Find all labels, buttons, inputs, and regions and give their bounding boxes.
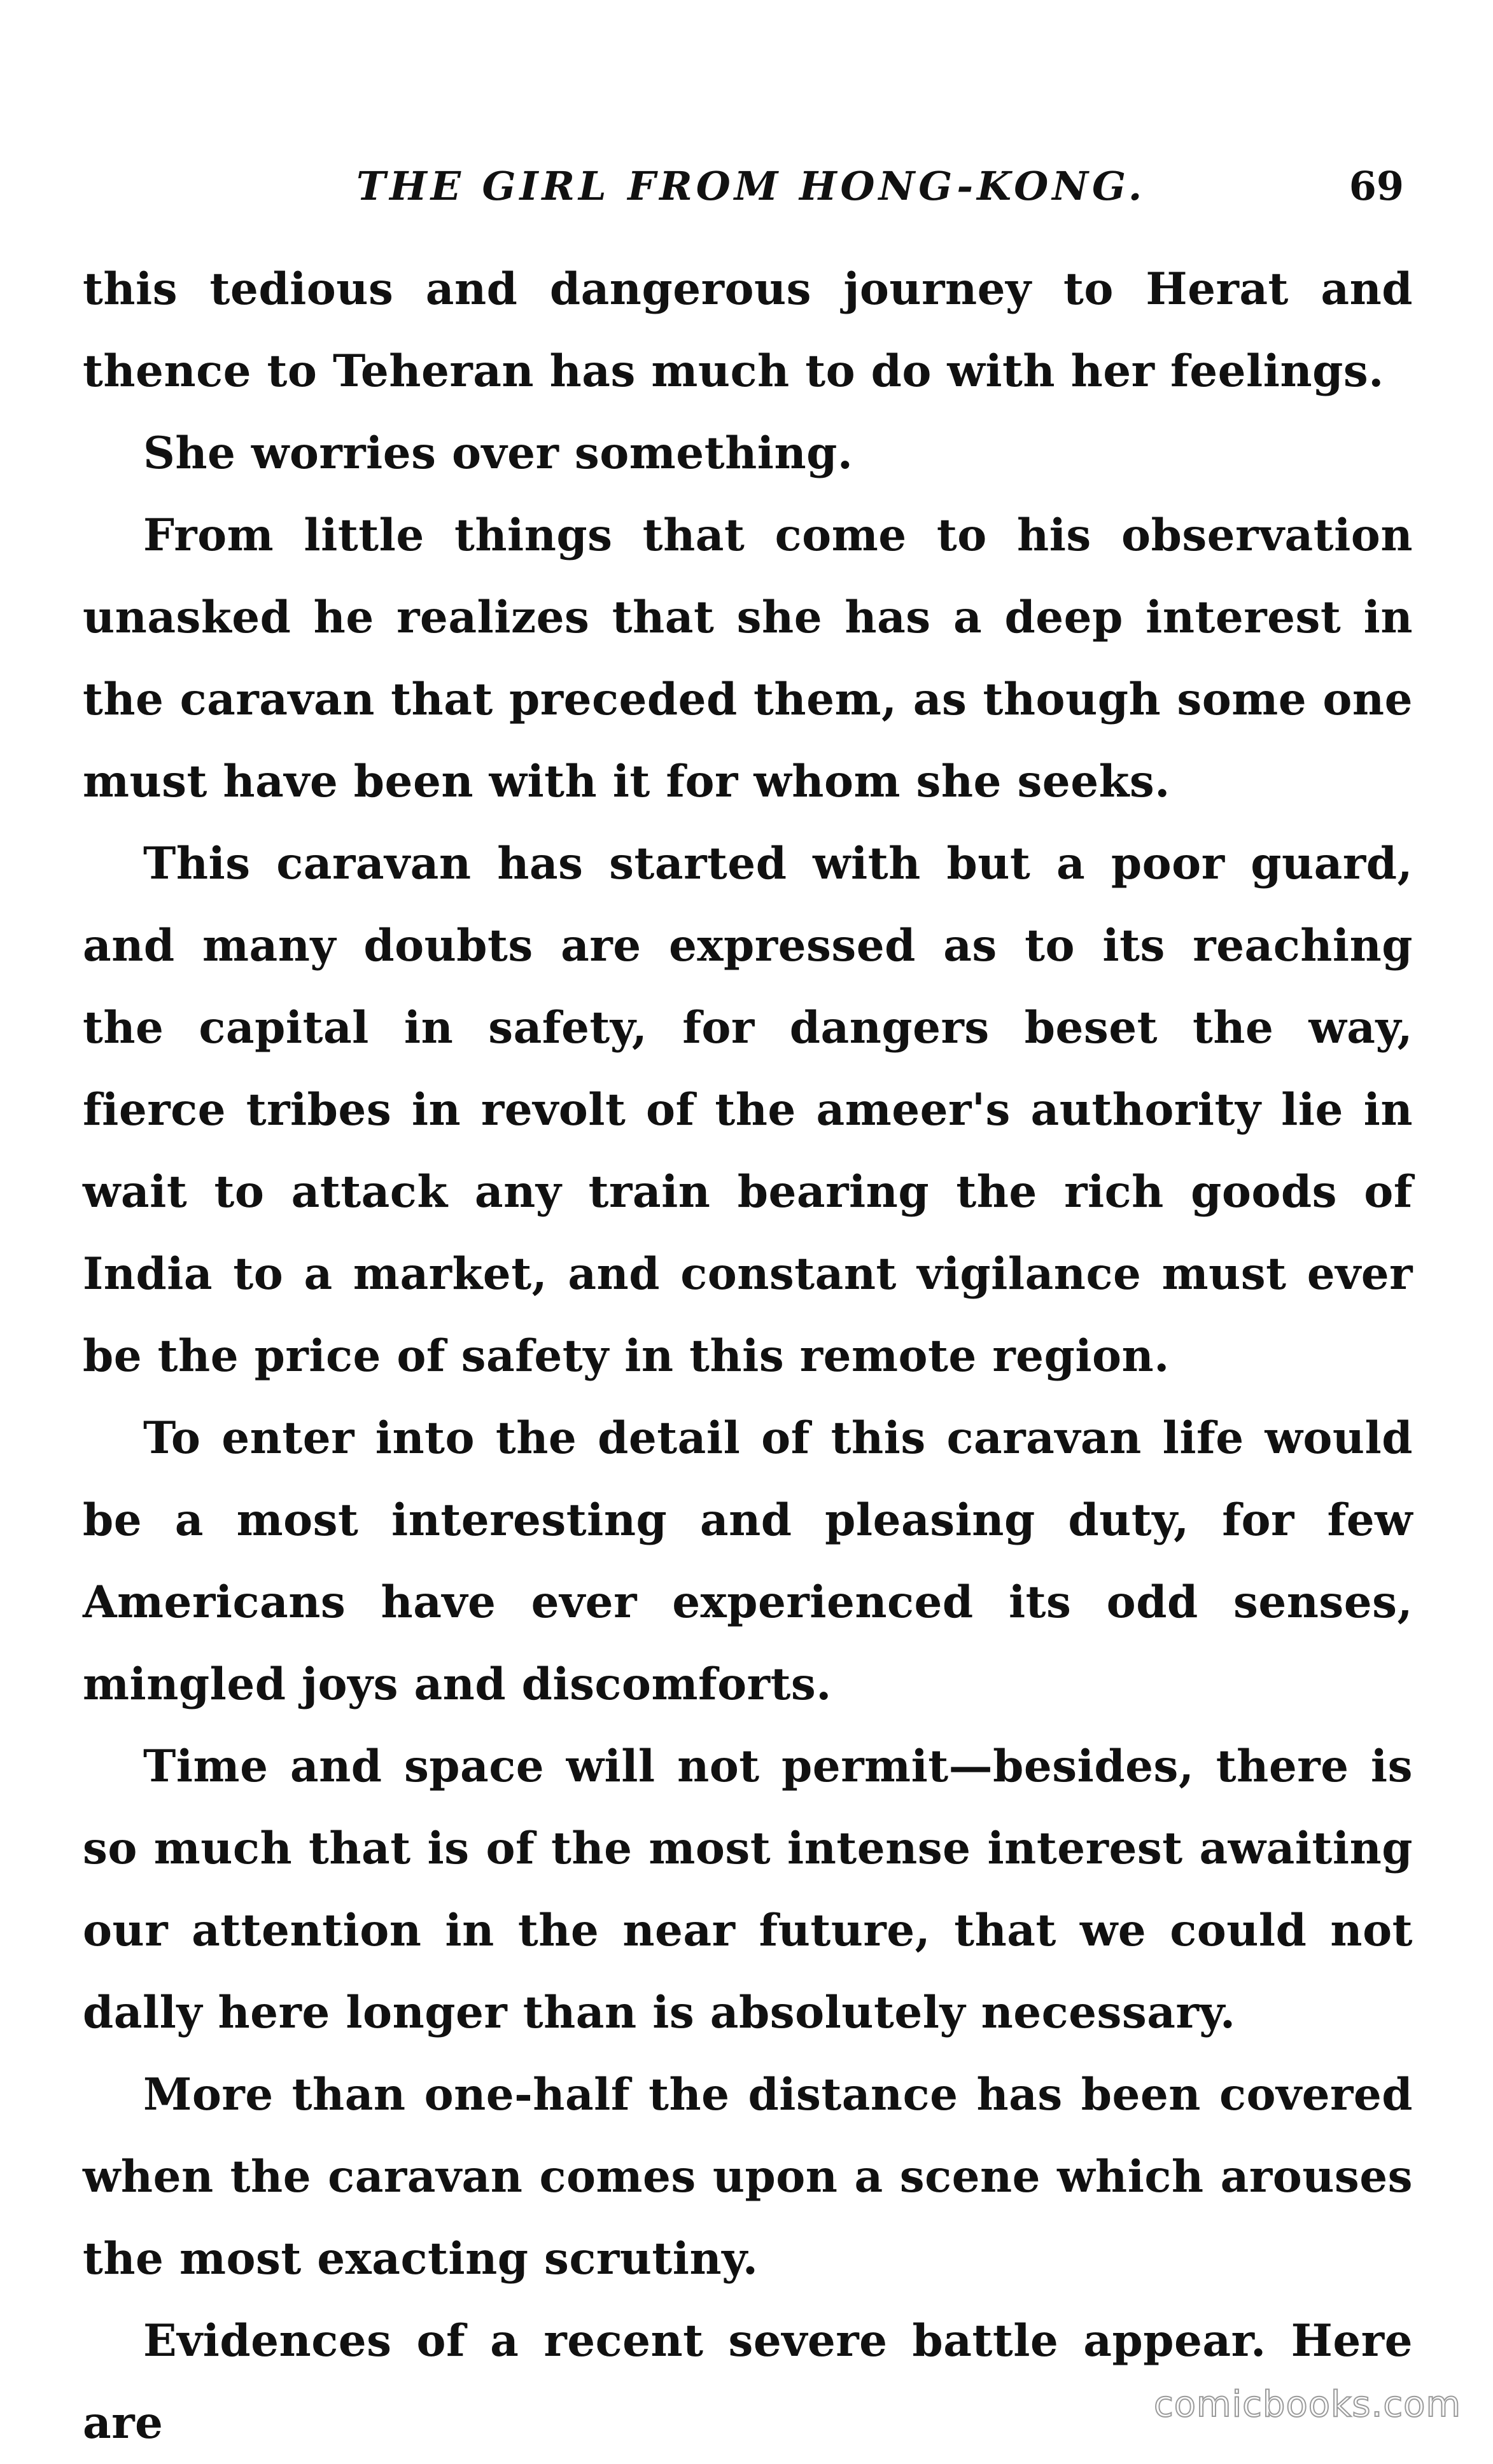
running-head (83, 151, 1417, 221)
paragraph: Time and space will not permit—besides, there is so much that is of the most intense interest awaiting our attention in the near future, that we could not dally here longer than is absolutely necessary. (83, 1741, 1413, 2038)
paragraph: More than one-half the distance has been covered when the caravan comes upon a scene which arouses the most exacting scrutiny. (83, 2069, 1413, 2285)
body-text (83, 248, 1413, 2464)
paragraph-continued: this tedious and dangerous journey to Herat and thence to Teheran has much to do with her feelings. (83, 263, 1413, 397)
watermark: comicbooks.com (1153, 2384, 1461, 2425)
paragraph: She worries over something. (143, 428, 853, 479)
paragraph: From little things that come to his observation unasked he realizes that she has a deep interest in the caravan that preceded them, as though some one must have been with it for whom she seeks. (83, 510, 1413, 807)
paragraph: This caravan has started with but a poor guard, and many doubts are expressed as to its reaching the capital in safety, for dangers beset the way, fierce tribes in revolt of the ameer's authority lie in wait to attack any train bearing the rich goods of India to a market, and constant vigilance must ever be the price of safety in this remote region. (83, 838, 1413, 1382)
paragraph-last: Evidences of a recent severe battle appear. Here are (83, 2315, 1413, 2449)
running-title: THE GIRL FROM HONG-KONG. (356, 163, 1146, 209)
paragraph: To enter into the detail of this caravan life would be a most interesting and pleasing duty, for few Americans have ever experienced its odd senses, mingled joys and discomforts. (83, 1412, 1413, 1710)
page-number: 69 (1349, 163, 1404, 209)
